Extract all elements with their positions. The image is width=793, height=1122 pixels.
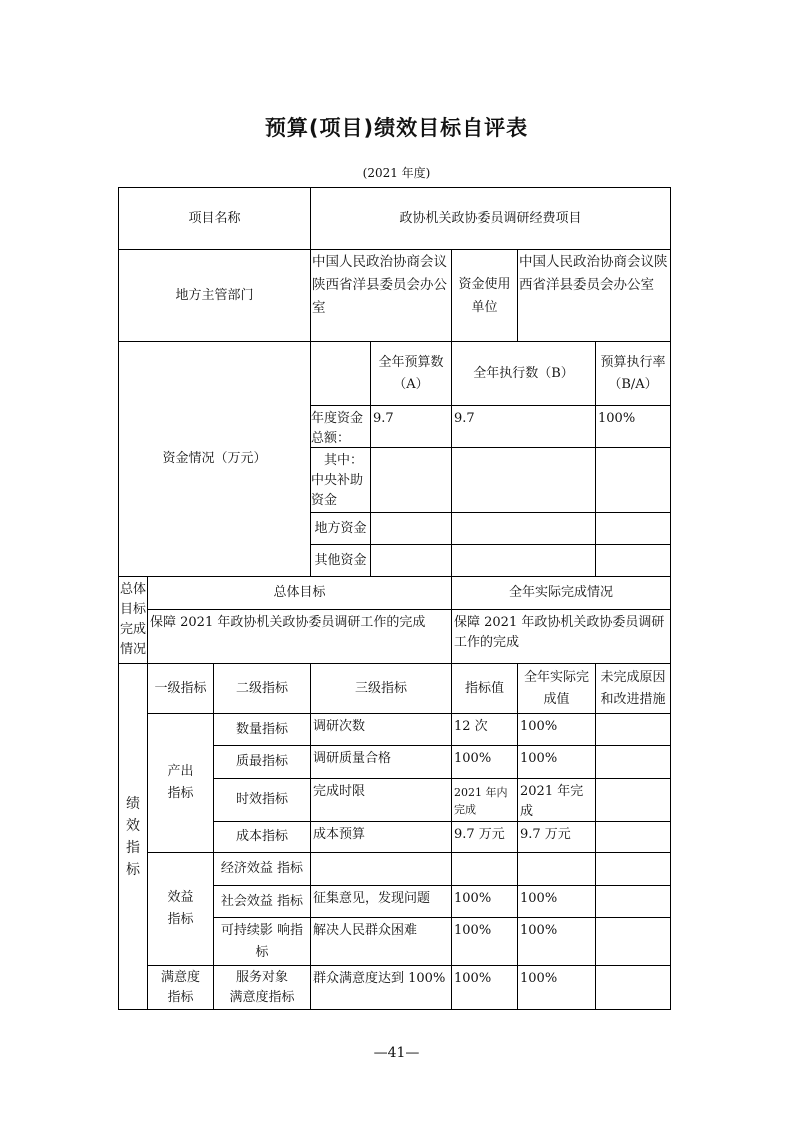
perf-group-output: 产出 指标	[148, 714, 214, 853]
perf-level3-satisfaction: 群众满意度达到 100%	[311, 966, 452, 1010]
funds-header-rate: 预算执行率（B/A）	[596, 342, 671, 406]
perf-header-target: 指标值	[452, 664, 518, 714]
perf-level2-quantity: 数量指标	[214, 714, 311, 746]
perf-actual-quality: 100%	[518, 746, 596, 779]
performance-section-label-text: 绩效指标	[126, 795, 140, 878]
project-name-label: 项目名称	[119, 188, 311, 250]
funds-row-central-budget	[371, 448, 452, 513]
perf-reason-quality	[596, 746, 671, 779]
perf-level3-social: 征集意见，发现问题	[311, 886, 452, 918]
perf-target-timeliness: 2021 年内完成	[452, 779, 518, 822]
funds-header-executed: 全年执行数（B）	[452, 342, 596, 406]
perf-actual-timeliness: 2021 年完成	[518, 779, 596, 822]
page-number: —41—	[373, 1045, 420, 1061]
perf-target-social: 100%	[452, 886, 518, 918]
perf-reason-timeliness	[596, 779, 671, 822]
funds-header-budget: 全年预算数（A）	[371, 342, 452, 406]
perf-header-reason: 未完成原因和改进措施	[596, 664, 671, 714]
perf-reason-social	[596, 886, 671, 918]
perf-target-satisfaction: 100%	[452, 966, 518, 1010]
fund-user-label: 资金使用单位	[452, 250, 518, 342]
funds-row-local-rate	[596, 513, 671, 545]
dept-value: 中国人民政治协商会议陕西省洋县委员会办公室	[311, 250, 452, 342]
funds-row-central-executed	[452, 448, 596, 513]
perf-target-cost: 9.7 万元	[452, 822, 518, 853]
funds-row-total-label: 年度资金总额：	[311, 406, 371, 448]
perf-actual-social: 100%	[518, 886, 596, 918]
overall-goal-header: 总体目标	[148, 577, 452, 610]
project-name-value: 政协机关政协委员调研经费项目	[311, 188, 671, 250]
funds-row-local-label: 地方资金	[311, 513, 371, 545]
perf-reason-economic	[596, 853, 671, 886]
perf-actual-economic	[518, 853, 596, 886]
perf-level2-economic: 经济效益 指标	[214, 853, 311, 886]
perf-level2-satisfaction: 服务对象 满意度指标	[214, 966, 311, 1010]
perf-level2-social: 社会效益 指标	[214, 886, 311, 918]
funds-row-local-executed	[452, 513, 596, 545]
dept-label: 地方主管部门	[119, 250, 311, 342]
perf-level3-timeliness: 完成时限	[311, 779, 452, 822]
perf-target-economic	[452, 853, 518, 886]
perf-level2-quality: 质最指标	[214, 746, 311, 779]
funds-row-total-rate: 100%	[596, 406, 671, 448]
perf-level3-sustainable: 解决人民群众困难	[311, 918, 452, 966]
funds-label: 资金情况（万元）	[119, 342, 311, 577]
perf-actual-satisfaction: 100%	[518, 966, 596, 1010]
perf-reason-cost	[596, 822, 671, 853]
funds-row-central-label: 其中： 中央补助资金	[311, 448, 371, 513]
perf-level3-economic	[311, 853, 452, 886]
funds-row-other-label: 其他资金	[311, 545, 371, 577]
overall-actual-header: 全年实际完成情况	[452, 577, 671, 610]
overall-goal-text: 保障 2021 年政协机关政协委员调研工作的完成	[148, 610, 452, 664]
fund-user-value: 中国人民政治协商会议陕西省洋县委员会办公室	[518, 250, 671, 342]
document-title: 预算(项目)绩效目标自评表	[264, 116, 529, 140]
evaluation-table	[118, 187, 671, 1010]
perf-header-actual: 全年实际完成值	[518, 664, 596, 714]
perf-reason-satisfaction	[596, 966, 671, 1010]
overall-section-label: 总体目标完成情况	[119, 577, 148, 664]
perf-actual-quantity: 100%	[518, 714, 596, 746]
perf-target-sustainable: 100%	[452, 918, 518, 966]
perf-header-level2: 二级指标	[214, 664, 311, 714]
perf-level3-cost: 成本预算	[311, 822, 452, 853]
perf-level2-cost: 成本指标	[214, 822, 311, 853]
perf-actual-sustainable: 100%	[518, 918, 596, 966]
perf-level2-timeliness: 时效指标	[214, 779, 311, 822]
funds-row-total-budget: 9.7	[371, 406, 452, 448]
perf-reason-sustainable	[596, 918, 671, 966]
perf-reason-quantity	[596, 714, 671, 746]
perf-actual-cost: 9.7 万元	[518, 822, 596, 853]
perf-target-quantity: 12 次	[452, 714, 518, 746]
funds-header-blank	[311, 342, 371, 406]
perf-level2-sustainable: 可持续影 响指标	[214, 918, 311, 966]
perf-target-quality: 100%	[452, 746, 518, 779]
funds-row-other-rate	[596, 545, 671, 577]
funds-row-central-rate	[596, 448, 671, 513]
perf-level3-quantity: 调研次数	[311, 714, 452, 746]
funds-row-other-executed	[452, 545, 596, 577]
perf-group-benefit: 效益 指标	[148, 853, 214, 966]
funds-row-local-budget	[371, 513, 452, 545]
perf-header-level3: 三级指标	[311, 664, 452, 714]
document-year: (2021 年度)	[362, 166, 431, 180]
funds-row-total-executed: 9.7	[452, 406, 596, 448]
perf-level3-quality: 调研质量合格	[311, 746, 452, 779]
perf-header-level1: 一级指标	[148, 664, 214, 714]
funds-row-other-budget	[371, 545, 452, 577]
perf-group-satisfaction: 满意度 指标	[148, 966, 214, 1010]
performance-section-label	[119, 664, 148, 1010]
overall-actual-text: 保障 2021 年政协机关政协委员调研工作的完成	[452, 610, 671, 664]
